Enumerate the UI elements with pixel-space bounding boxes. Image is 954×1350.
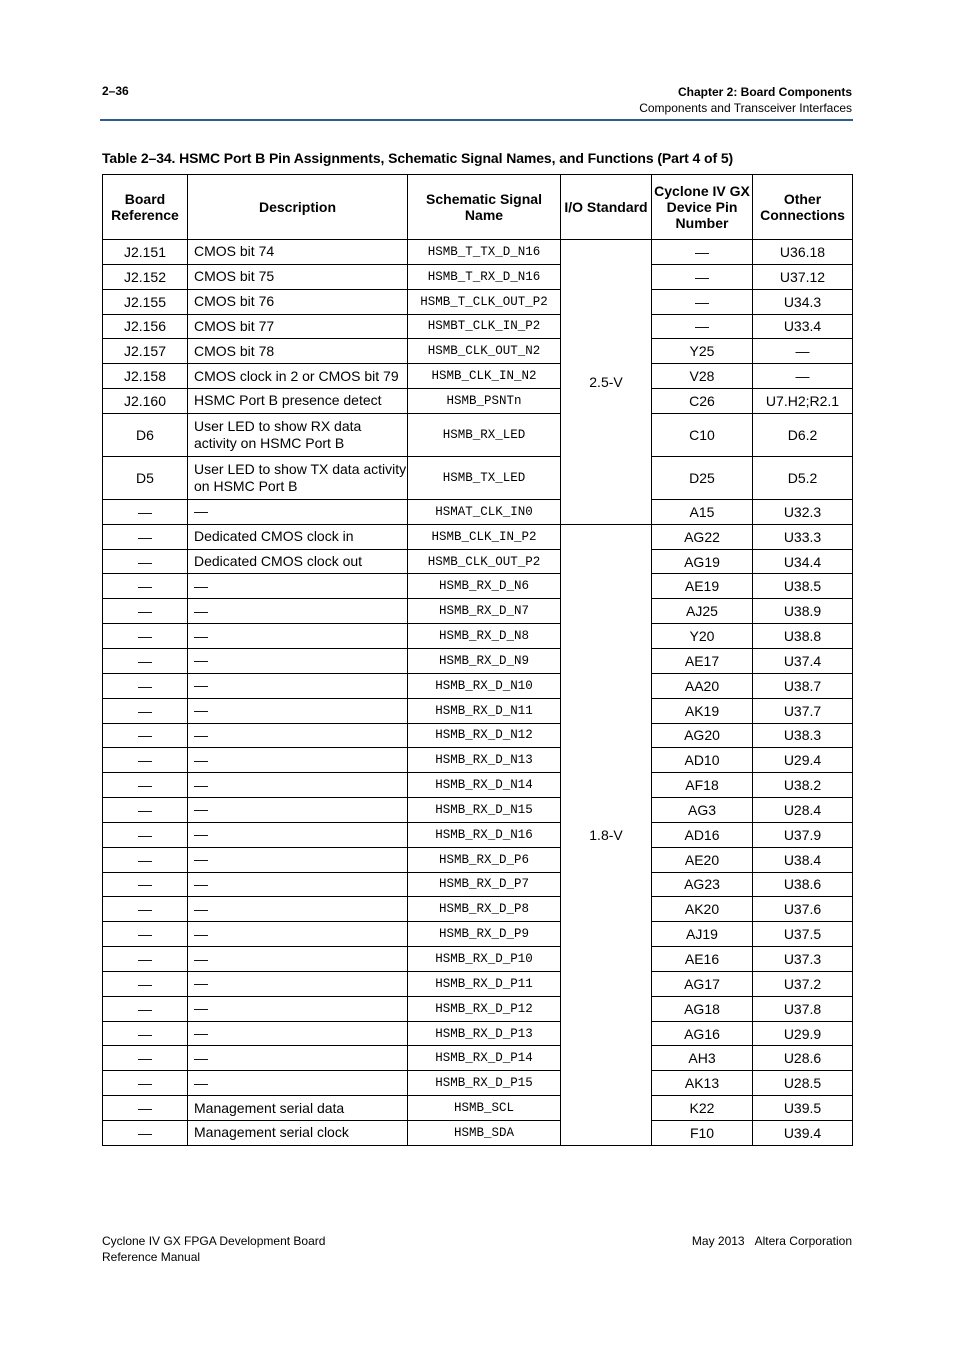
cell-board-reference: — bbox=[103, 897, 188, 922]
table-row bbox=[103, 1021, 853, 1046]
cell-device-pin: AG3 bbox=[652, 798, 753, 823]
cell-board-reference: — bbox=[103, 872, 188, 897]
cell-description: — bbox=[188, 648, 408, 673]
cell-board-reference: J2.160 bbox=[103, 389, 188, 414]
table-row bbox=[103, 847, 853, 872]
cell-signal-name: HSMB_RX_D_N15 bbox=[408, 798, 561, 823]
table-row bbox=[103, 748, 853, 773]
cell-other-connections: U32.3 bbox=[753, 499, 853, 524]
table-row bbox=[103, 971, 853, 996]
table-row bbox=[103, 624, 853, 649]
table-row bbox=[103, 499, 853, 524]
cell-other-connections: — bbox=[753, 339, 853, 364]
cell-board-reference: D6 bbox=[103, 413, 188, 456]
cell-device-pin: AJ25 bbox=[652, 599, 753, 624]
cell-device-pin: AD10 bbox=[652, 748, 753, 773]
cell-signal-name: HSMB_RX_D_P14 bbox=[408, 1046, 561, 1071]
cell-description: — bbox=[188, 798, 408, 823]
cell-board-reference: — bbox=[103, 648, 188, 673]
cell-board-reference: — bbox=[103, 599, 188, 624]
cell-other-connections: U28.5 bbox=[753, 1071, 853, 1096]
cell-other-connections: U37.7 bbox=[753, 698, 853, 723]
cell-board-reference: D5 bbox=[103, 456, 188, 499]
cell-signal-name: HSMB_RX_D_P6 bbox=[408, 847, 561, 872]
cell-device-pin: K22 bbox=[652, 1096, 753, 1121]
cell-description: — bbox=[188, 822, 408, 847]
cell-board-reference: — bbox=[103, 996, 188, 1021]
table-row bbox=[103, 364, 853, 389]
cell-signal-name: HSMB_RX_D_N12 bbox=[408, 723, 561, 748]
table-row bbox=[103, 996, 853, 1021]
cell-signal-name: HSMB_RX_D_P9 bbox=[408, 922, 561, 947]
cell-other-connections: U38.8 bbox=[753, 624, 853, 649]
table-row bbox=[103, 314, 853, 339]
cell-board-reference: — bbox=[103, 773, 188, 798]
cell-other-connections: U39.5 bbox=[753, 1096, 853, 1121]
cell-other-connections: U37.5 bbox=[753, 922, 853, 947]
cell-other-connections: U38.5 bbox=[753, 574, 853, 599]
cell-signal-name: HSMB_RX_D_N9 bbox=[408, 648, 561, 673]
cell-device-pin: AG18 bbox=[652, 996, 753, 1021]
cell-device-pin: F10 bbox=[652, 1121, 753, 1146]
table-row bbox=[103, 947, 853, 972]
cell-device-pin: AE19 bbox=[652, 574, 753, 599]
cell-board-reference: — bbox=[103, 922, 188, 947]
cell-board-reference: J2.158 bbox=[103, 364, 188, 389]
table-row bbox=[103, 289, 853, 314]
cell-device-pin: AK13 bbox=[652, 1071, 753, 1096]
cell-other-connections: U37.6 bbox=[753, 897, 853, 922]
cell-signal-name: HSMB_RX_D_P12 bbox=[408, 996, 561, 1021]
cell-signal-name: HSMB_RX_D_P11 bbox=[408, 971, 561, 996]
cell-other-connections: U38.2 bbox=[753, 773, 853, 798]
cell-board-reference: — bbox=[103, 574, 188, 599]
cell-description: Dedicated CMOS clock in bbox=[188, 524, 408, 549]
cell-description: — bbox=[188, 996, 408, 1021]
cell-device-pin: AG23 bbox=[652, 872, 753, 897]
table-row bbox=[103, 648, 853, 673]
cell-device-pin: C26 bbox=[652, 389, 753, 414]
cell-device-pin: V28 bbox=[652, 364, 753, 389]
table-row bbox=[103, 599, 853, 624]
cell-description: CMOS bit 77 bbox=[188, 314, 408, 339]
cell-description: — bbox=[188, 599, 408, 624]
table-row bbox=[103, 240, 853, 265]
cell-description: — bbox=[188, 847, 408, 872]
cell-description: Dedicated CMOS clock out bbox=[188, 549, 408, 574]
cell-device-pin: — bbox=[652, 240, 753, 265]
cell-description: — bbox=[188, 971, 408, 996]
cell-board-reference: — bbox=[103, 624, 188, 649]
table-row bbox=[103, 1121, 853, 1146]
cell-signal-name: HSMB_RX_D_N16 bbox=[408, 822, 561, 847]
cell-signal-name: HSMB_RX_D_P15 bbox=[408, 1071, 561, 1096]
cell-other-connections: U28.6 bbox=[753, 1046, 853, 1071]
cell-device-pin: AJ19 bbox=[652, 922, 753, 947]
cell-device-pin: — bbox=[652, 289, 753, 314]
cell-other-connections: U28.4 bbox=[753, 798, 853, 823]
cell-other-connections: U37.12 bbox=[753, 264, 853, 289]
cell-description: User LED to show TX data activity on HSMC Port B bbox=[188, 456, 408, 499]
cell-board-reference: — bbox=[103, 947, 188, 972]
cell-other-connections: U38.9 bbox=[753, 599, 853, 624]
table-row bbox=[103, 549, 853, 574]
cell-board-reference: — bbox=[103, 499, 188, 524]
cell-device-pin: D25 bbox=[652, 456, 753, 499]
running-header bbox=[639, 84, 852, 116]
cell-board-reference: — bbox=[103, 798, 188, 823]
cell-description: User LED to show RX data activity on HSMC Port B bbox=[188, 413, 408, 456]
cell-other-connections: U37.4 bbox=[753, 648, 853, 673]
table-row bbox=[103, 389, 853, 414]
cell-device-pin: AG16 bbox=[652, 1021, 753, 1046]
table-row bbox=[103, 456, 853, 499]
cell-signal-name: HSMB_CLK_OUT_P2 bbox=[408, 549, 561, 574]
cell-signal-name: HSMB_RX_D_P13 bbox=[408, 1021, 561, 1046]
table-row bbox=[103, 922, 853, 947]
cell-signal-name: HSMB_RX_D_N14 bbox=[408, 773, 561, 798]
cell-signal-name: HSMB_SCL bbox=[408, 1096, 561, 1121]
cell-other-connections: U29.4 bbox=[753, 748, 853, 773]
table-caption: Table 2–34. HSMC Port B Pin Assignments, Schematic Signal Names, and Functions (Part 4 of 5) bbox=[102, 150, 734, 166]
cell-signal-name: HSMB_PSNTn bbox=[408, 389, 561, 414]
column-header-device-pin-number: Cyclone IV GX Device Pin Number bbox=[652, 175, 753, 240]
cell-description: — bbox=[188, 897, 408, 922]
cell-device-pin: — bbox=[652, 314, 753, 339]
cell-device-pin: AG17 bbox=[652, 971, 753, 996]
cell-board-reference: — bbox=[103, 1021, 188, 1046]
cell-signal-name: HSMB_RX_D_P10 bbox=[408, 947, 561, 972]
cell-board-reference: J2.152 bbox=[103, 264, 188, 289]
footer-doc-title: Cyclone IV GX FPGA Development Board bbox=[102, 1234, 326, 1248]
footer-doc-subtitle: Reference Manual bbox=[102, 1250, 201, 1264]
cell-other-connections: U39.4 bbox=[753, 1121, 853, 1146]
table-row bbox=[103, 798, 853, 823]
cell-other-connections: U37.3 bbox=[753, 947, 853, 972]
cell-other-connections: U38.3 bbox=[753, 723, 853, 748]
cell-other-connections: U29.9 bbox=[753, 1021, 853, 1046]
table-header-row bbox=[103, 175, 853, 240]
cell-io-standard: 1.8-V bbox=[561, 524, 652, 1145]
table-row bbox=[103, 413, 853, 456]
cell-device-pin: AG19 bbox=[652, 549, 753, 574]
footer-publisher bbox=[692, 1233, 852, 1249]
cell-board-reference: — bbox=[103, 1121, 188, 1146]
table-body bbox=[103, 240, 853, 1146]
table-row bbox=[103, 1046, 853, 1071]
column-header-io-standard: I/O Standard bbox=[561, 175, 652, 240]
cell-board-reference: J2.155 bbox=[103, 289, 188, 314]
column-header-other-connections: Other Connections bbox=[753, 175, 853, 240]
cell-board-reference: J2.157 bbox=[103, 339, 188, 364]
cell-device-pin: AK20 bbox=[652, 897, 753, 922]
cell-signal-name: HSMB_RX_D_N8 bbox=[408, 624, 561, 649]
table-row bbox=[103, 822, 853, 847]
table-row bbox=[103, 1071, 853, 1096]
cell-board-reference: — bbox=[103, 524, 188, 549]
cell-io-standard: 2.5-V bbox=[561, 240, 652, 525]
page-number: 2–36 bbox=[102, 84, 129, 98]
cell-device-pin: AH3 bbox=[652, 1046, 753, 1071]
cell-other-connections: U7.H2;R2.1 bbox=[753, 389, 853, 414]
table-row bbox=[103, 897, 853, 922]
pin-assignment-table bbox=[102, 174, 853, 1146]
table-row bbox=[103, 339, 853, 364]
cell-description: CMOS bit 76 bbox=[188, 289, 408, 314]
cell-signal-name: HSMB_RX_D_N11 bbox=[408, 698, 561, 723]
cell-board-reference: — bbox=[103, 1096, 188, 1121]
cell-signal-name: HSMB_RX_D_P8 bbox=[408, 897, 561, 922]
cell-board-reference: — bbox=[103, 673, 188, 698]
cell-other-connections: U37.9 bbox=[753, 822, 853, 847]
cell-board-reference: — bbox=[103, 847, 188, 872]
cell-board-reference: — bbox=[103, 1046, 188, 1071]
table-row bbox=[103, 673, 853, 698]
cell-device-pin: Y25 bbox=[652, 339, 753, 364]
cell-description: HSMC Port B presence detect bbox=[188, 389, 408, 414]
column-header-description: Description bbox=[188, 175, 408, 240]
cell-signal-name: HSMB_RX_D_N10 bbox=[408, 673, 561, 698]
cell-other-connections: U37.8 bbox=[753, 996, 853, 1021]
cell-device-pin: AE20 bbox=[652, 847, 753, 872]
cell-other-connections: U37.2 bbox=[753, 971, 853, 996]
section-title: Components and Transceiver Interfaces bbox=[639, 101, 852, 115]
table-row bbox=[103, 1096, 853, 1121]
cell-device-pin: C10 bbox=[652, 413, 753, 456]
cell-description: — bbox=[188, 748, 408, 773]
table-row bbox=[103, 264, 853, 289]
header-rule bbox=[100, 119, 853, 121]
chapter-title: Chapter 2: Board Components bbox=[677, 85, 852, 99]
cell-description: CMOS bit 78 bbox=[188, 339, 408, 364]
cell-description: — bbox=[188, 947, 408, 972]
column-header-board-reference: Board Reference bbox=[103, 175, 188, 240]
cell-other-connections: U38.4 bbox=[753, 847, 853, 872]
cell-other-connections: U34.3 bbox=[753, 289, 853, 314]
cell-description: — bbox=[188, 1046, 408, 1071]
cell-board-reference: — bbox=[103, 723, 188, 748]
column-header-schematic-signal-name: Schematic Signal Name bbox=[408, 175, 561, 240]
cell-signal-name: HSMB_T_TX_D_N16 bbox=[408, 240, 561, 265]
cell-device-pin: AK19 bbox=[652, 698, 753, 723]
cell-board-reference: — bbox=[103, 971, 188, 996]
cell-other-connections: U33.4 bbox=[753, 314, 853, 339]
cell-board-reference: — bbox=[103, 549, 188, 574]
table-row bbox=[103, 574, 853, 599]
cell-signal-name: HSMB_CLK_IN_P2 bbox=[408, 524, 561, 549]
cell-description: — bbox=[188, 872, 408, 897]
cell-description: CMOS clock in 2 or CMOS bit 79 bbox=[188, 364, 408, 389]
cell-other-connections: U33.3 bbox=[753, 524, 853, 549]
footer-company: Altera Corporation bbox=[754, 1234, 852, 1248]
footer-date: May 2013 bbox=[691, 1234, 745, 1248]
cell-signal-name: HSMB_T_CLK_OUT_P2 bbox=[408, 289, 561, 314]
cell-board-reference: — bbox=[103, 1071, 188, 1096]
cell-description: — bbox=[188, 624, 408, 649]
cell-board-reference: — bbox=[103, 748, 188, 773]
table-row bbox=[103, 524, 853, 549]
cell-signal-name: HSMB_RX_D_N13 bbox=[408, 748, 561, 773]
cell-other-connections: — bbox=[753, 364, 853, 389]
cell-description: CMOS bit 74 bbox=[188, 240, 408, 265]
cell-board-reference: — bbox=[103, 822, 188, 847]
cell-description: Management serial clock bbox=[188, 1121, 408, 1146]
cell-board-reference: J2.151 bbox=[103, 240, 188, 265]
cell-description: — bbox=[188, 922, 408, 947]
cell-device-pin: Y20 bbox=[652, 624, 753, 649]
cell-signal-name: HSMB_RX_D_N7 bbox=[408, 599, 561, 624]
cell-signal-name: HSMB_SDA bbox=[408, 1121, 561, 1146]
cell-signal-name: HSMB_CLK_OUT_N2 bbox=[408, 339, 561, 364]
cell-signal-name: HSMB_RX_D_N6 bbox=[408, 574, 561, 599]
cell-description: — bbox=[188, 723, 408, 748]
cell-device-pin: AG22 bbox=[652, 524, 753, 549]
table-row bbox=[103, 773, 853, 798]
cell-description: — bbox=[188, 698, 408, 723]
cell-signal-name: HSMB_RX_D_P7 bbox=[408, 872, 561, 897]
cell-description: — bbox=[188, 1021, 408, 1046]
cell-device-pin: A15 bbox=[652, 499, 753, 524]
footer-document bbox=[102, 1233, 325, 1265]
cell-other-connections: U34.4 bbox=[753, 549, 853, 574]
cell-description: CMOS bit 75 bbox=[188, 264, 408, 289]
cell-other-connections: U36.18 bbox=[753, 240, 853, 265]
cell-device-pin: AD16 bbox=[652, 822, 753, 847]
cell-description: — bbox=[188, 499, 408, 524]
cell-board-reference: — bbox=[103, 698, 188, 723]
cell-device-pin: AE16 bbox=[652, 947, 753, 972]
cell-description: Management serial data bbox=[188, 1096, 408, 1121]
cell-device-pin: AE17 bbox=[652, 648, 753, 673]
cell-board-reference: J2.156 bbox=[103, 314, 188, 339]
cell-device-pin: — bbox=[652, 264, 753, 289]
cell-other-connections: D6.2 bbox=[753, 413, 853, 456]
cell-other-connections: U38.6 bbox=[753, 872, 853, 897]
cell-device-pin: AF18 bbox=[652, 773, 753, 798]
cell-signal-name: HSMB_TX_LED bbox=[408, 456, 561, 499]
cell-description: — bbox=[188, 574, 408, 599]
cell-other-connections: D5.2 bbox=[753, 456, 853, 499]
cell-device-pin: AA20 bbox=[652, 673, 753, 698]
table-row bbox=[103, 872, 853, 897]
cell-signal-name: HSMB_CLK_IN_N2 bbox=[408, 364, 561, 389]
cell-description: — bbox=[188, 673, 408, 698]
cell-signal-name: HSMBT_CLK_IN_P2 bbox=[408, 314, 561, 339]
table-row bbox=[103, 698, 853, 723]
cell-signal-name: HSMB_RX_LED bbox=[408, 413, 561, 456]
cell-description: — bbox=[188, 1071, 408, 1096]
table-row bbox=[103, 723, 853, 748]
cell-description: — bbox=[188, 773, 408, 798]
cell-device-pin: AG20 bbox=[652, 723, 753, 748]
cell-signal-name: HSMB_T_RX_D_N16 bbox=[408, 264, 561, 289]
cell-other-connections: U38.7 bbox=[753, 673, 853, 698]
cell-signal-name: HSMAT_CLK_IN0 bbox=[408, 499, 561, 524]
